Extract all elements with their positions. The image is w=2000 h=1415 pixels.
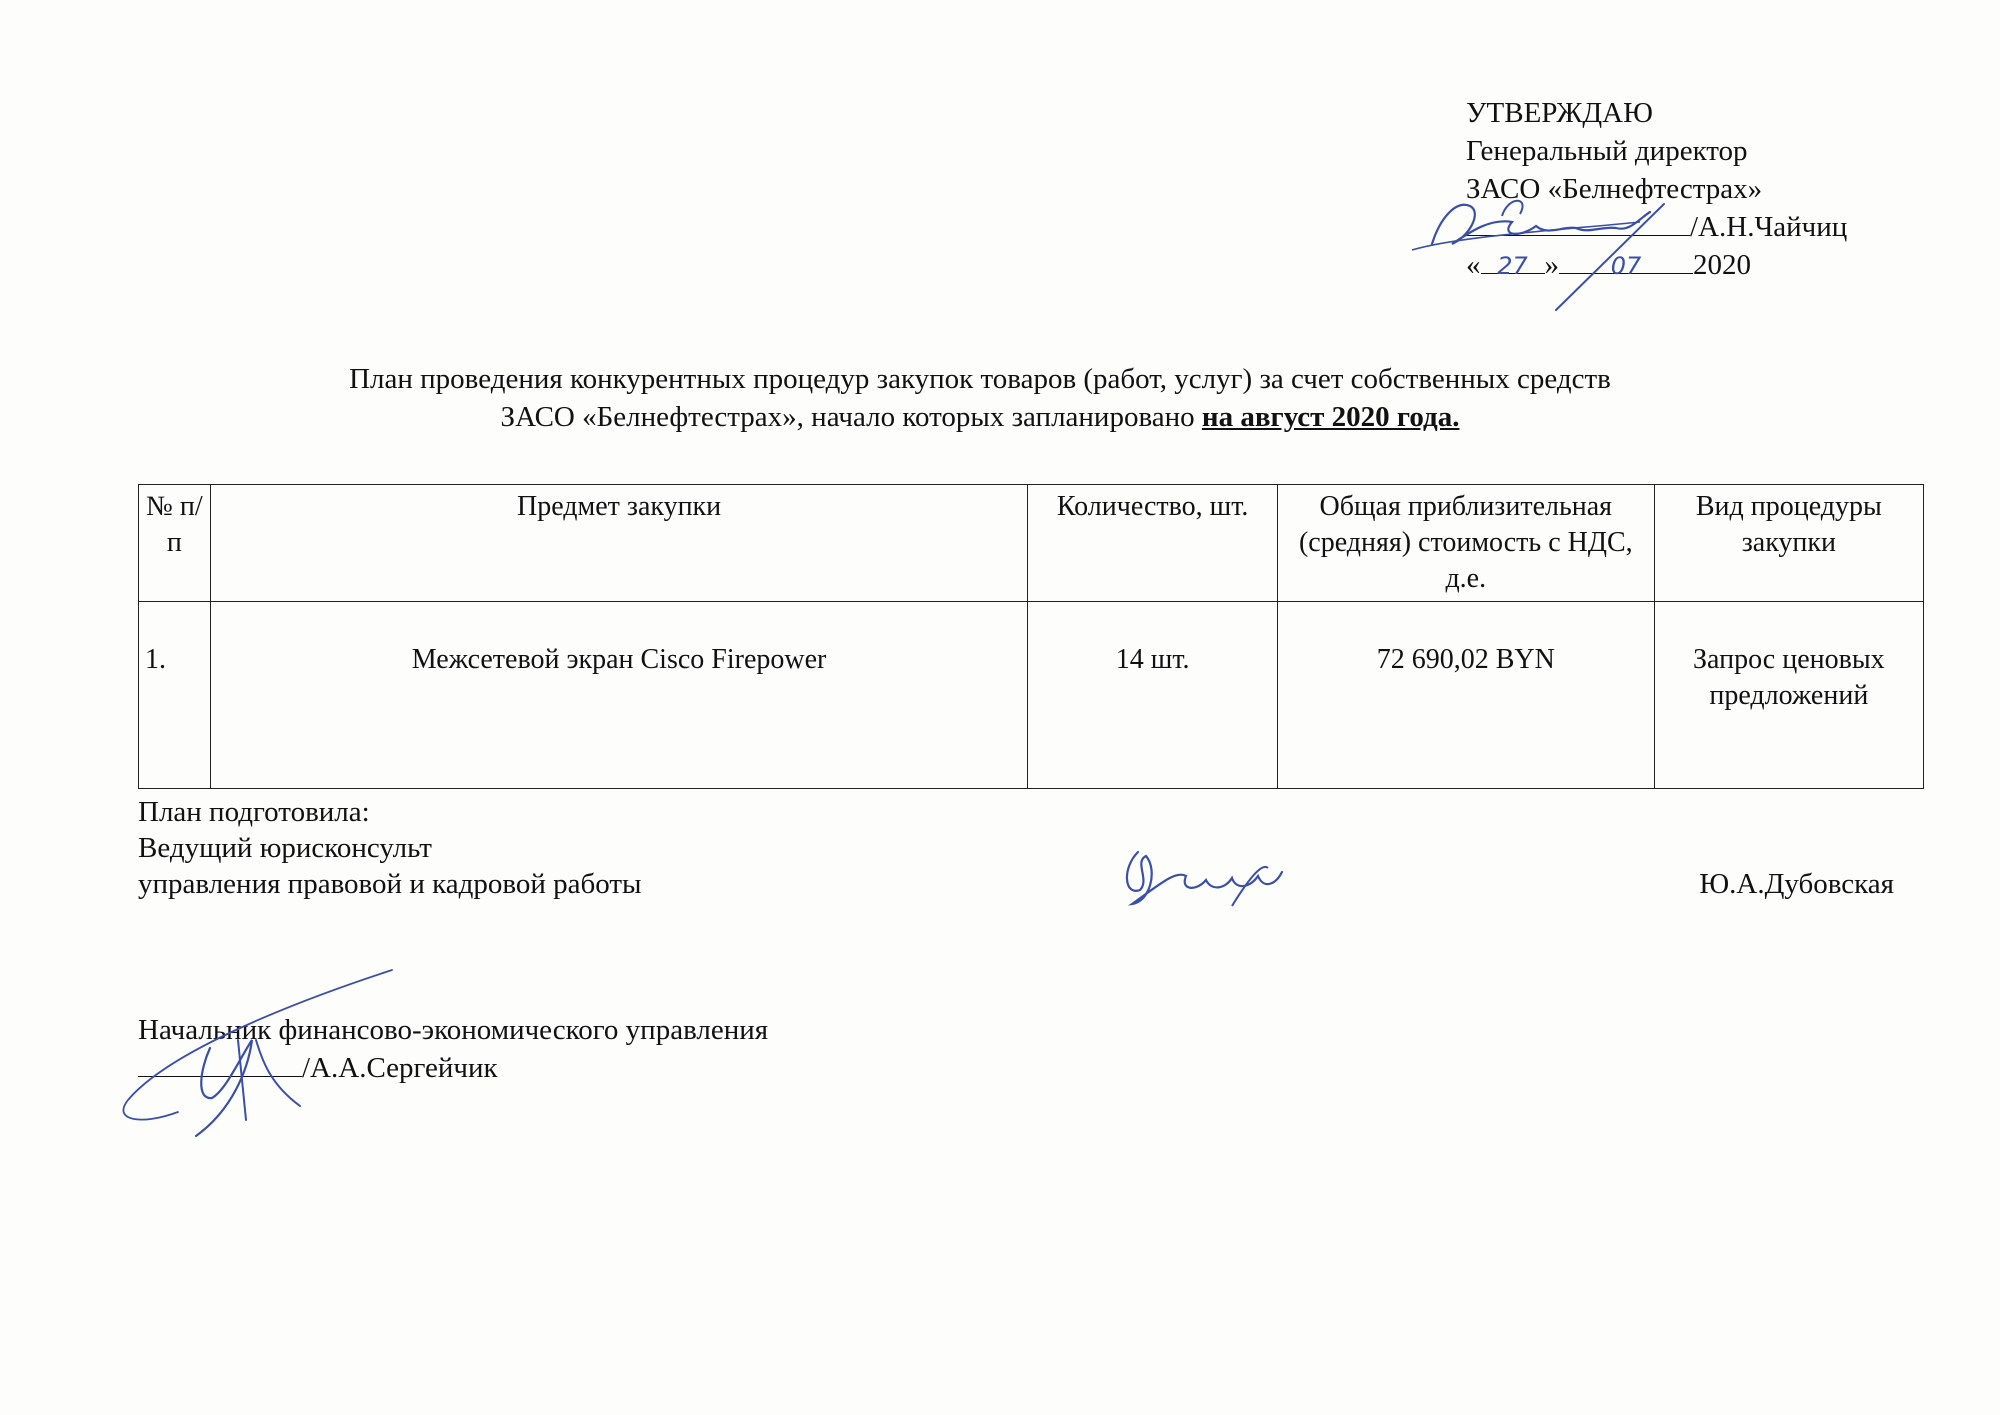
approval-position: Генеральный директор xyxy=(1466,135,1748,167)
prepared-position-2: управления правовой и кадровой работы xyxy=(138,868,642,900)
table-header-row xyxy=(139,485,1924,602)
date-month: 07 xyxy=(1559,247,1693,274)
header-cost: Общая приблизительная (средняя) стоимость с НДС, д.е. xyxy=(1277,485,1654,602)
row-subject: Межсетевой экран Cisco Firepower xyxy=(210,602,1028,789)
approval-signature-line xyxy=(1466,208,1847,246)
row-cost: 72 690,02 BYN xyxy=(1277,602,1654,789)
prepared-position-1: Ведущий юрисконсульт xyxy=(138,832,432,864)
header-quantity: Количество, шт. xyxy=(1028,485,1277,602)
header-procedure: Вид процедуры закупки xyxy=(1654,485,1923,602)
finance-signature-line xyxy=(138,1049,768,1087)
finance-position: Начальник финансово-экономического управления xyxy=(138,1014,769,1046)
table-row xyxy=(139,602,1924,789)
finance-name: /А.А.Сергейчик xyxy=(302,1052,498,1084)
row-quantity: 14 шт. xyxy=(1028,602,1277,789)
prepared-name: Ю.А.Дубовская xyxy=(1699,868,1894,900)
approval-heading: УТВЕРЖДАЮ xyxy=(1466,97,1653,129)
signature-blank xyxy=(138,1050,302,1077)
approval-signer: /А.Н.Чайчиц xyxy=(1690,211,1848,243)
approval-block xyxy=(1466,94,1847,284)
row-num: 1. xyxy=(139,602,211,789)
row-procedure: Запрос ценовых предложений xyxy=(1654,602,1923,789)
title-line-2: ЗАСО «Белнефтестрах», начало которых запланировано на август 2020 года. xyxy=(500,401,1460,433)
procurement-plan-table xyxy=(138,484,1924,789)
prepared-by-block xyxy=(138,794,642,902)
header-num: № п/п xyxy=(139,485,211,602)
signature-blank xyxy=(1466,209,1690,236)
prepared-label: План подготовила: xyxy=(138,796,370,828)
approval-company: ЗАСО «Белнефтестрах» xyxy=(1466,173,1763,205)
document-title xyxy=(180,360,1780,436)
approval-date: « 27 » 07 2020 xyxy=(1466,249,1751,281)
title-line-1: План проведения конкурентных процедур закупок товаров (работ, услуг) за счет собственных средств xyxy=(349,363,1611,395)
title-period: на август 2020 года. xyxy=(1201,401,1460,433)
date-year: 2020 xyxy=(1693,249,1751,281)
header-subject: Предмет закупки xyxy=(210,485,1028,602)
date-day: 27 xyxy=(1481,247,1545,274)
finance-block xyxy=(138,1011,768,1087)
